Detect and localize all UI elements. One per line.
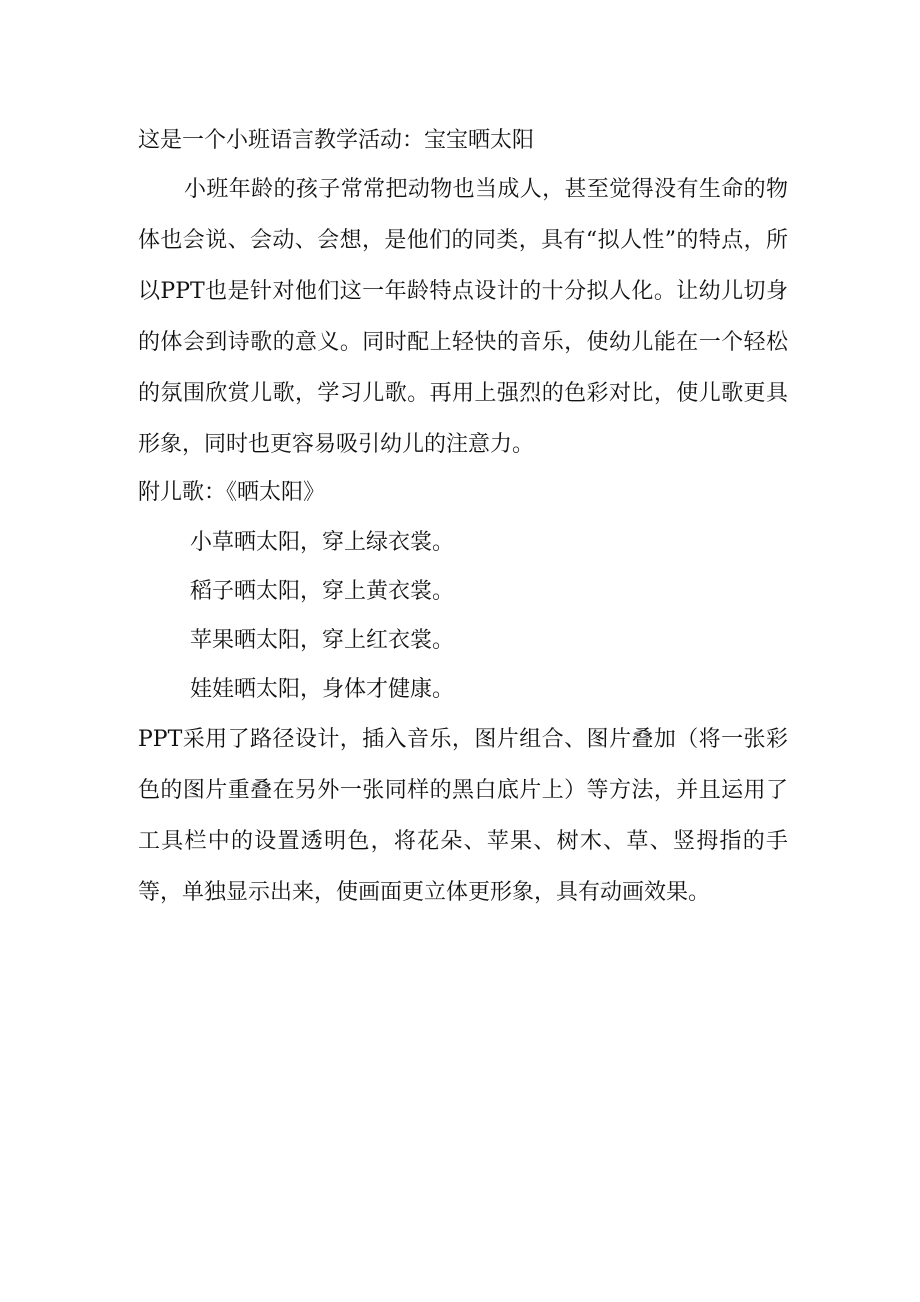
outro-paragraph: PPT采用了路径设计，插入音乐，图片组合、图片叠加（将一张彩色的图片重叠在另外一张同样的黑白底片上）等方法，并且运用了工具栏中的设置透明色，将花朵、苹果、树木、草、竖拇指的手等，单独显示出来，使画面更立体更形象，具有动画效果。 [138, 727, 788, 905]
document-heading: 这是一个小班语言教学活动：宝宝晒太阳 [138, 128, 535, 153]
poem-block [138, 518, 788, 714]
poem-line-2: 稻子晒太阳，穿上黄衣裳。 [190, 579, 455, 604]
intro-paragraph: 小班年龄的孩子常常把动物也当成人，甚至觉得没有生命的物体也会说、会动、会想，是他们的同类，具有“拟人性”的特点，所以PPT也是针对他们这一年龄特点设计的十分拟人化。让幼儿切身的体会到诗歌的意义。同时配上轻快的音乐，使幼儿能在一个轻松的氛围欣赏儿歌，学习儿歌。再用上强烈的色彩对比，使儿歌更具形象，同时也更容易吸引幼儿的注意力。 [138, 177, 788, 457]
poem-line-4: 娃娃晒太阳，身体才健康。 [190, 677, 455, 702]
document-body [138, 120, 788, 918]
poem-title: 附儿歌：《晒太阳》 [138, 480, 326, 505]
poem-line-1: 小草晒太阳，穿上绿衣裳。 [190, 530, 455, 555]
poem-line-3: 苹果晒太阳，穿上红衣裳。 [190, 628, 455, 653]
